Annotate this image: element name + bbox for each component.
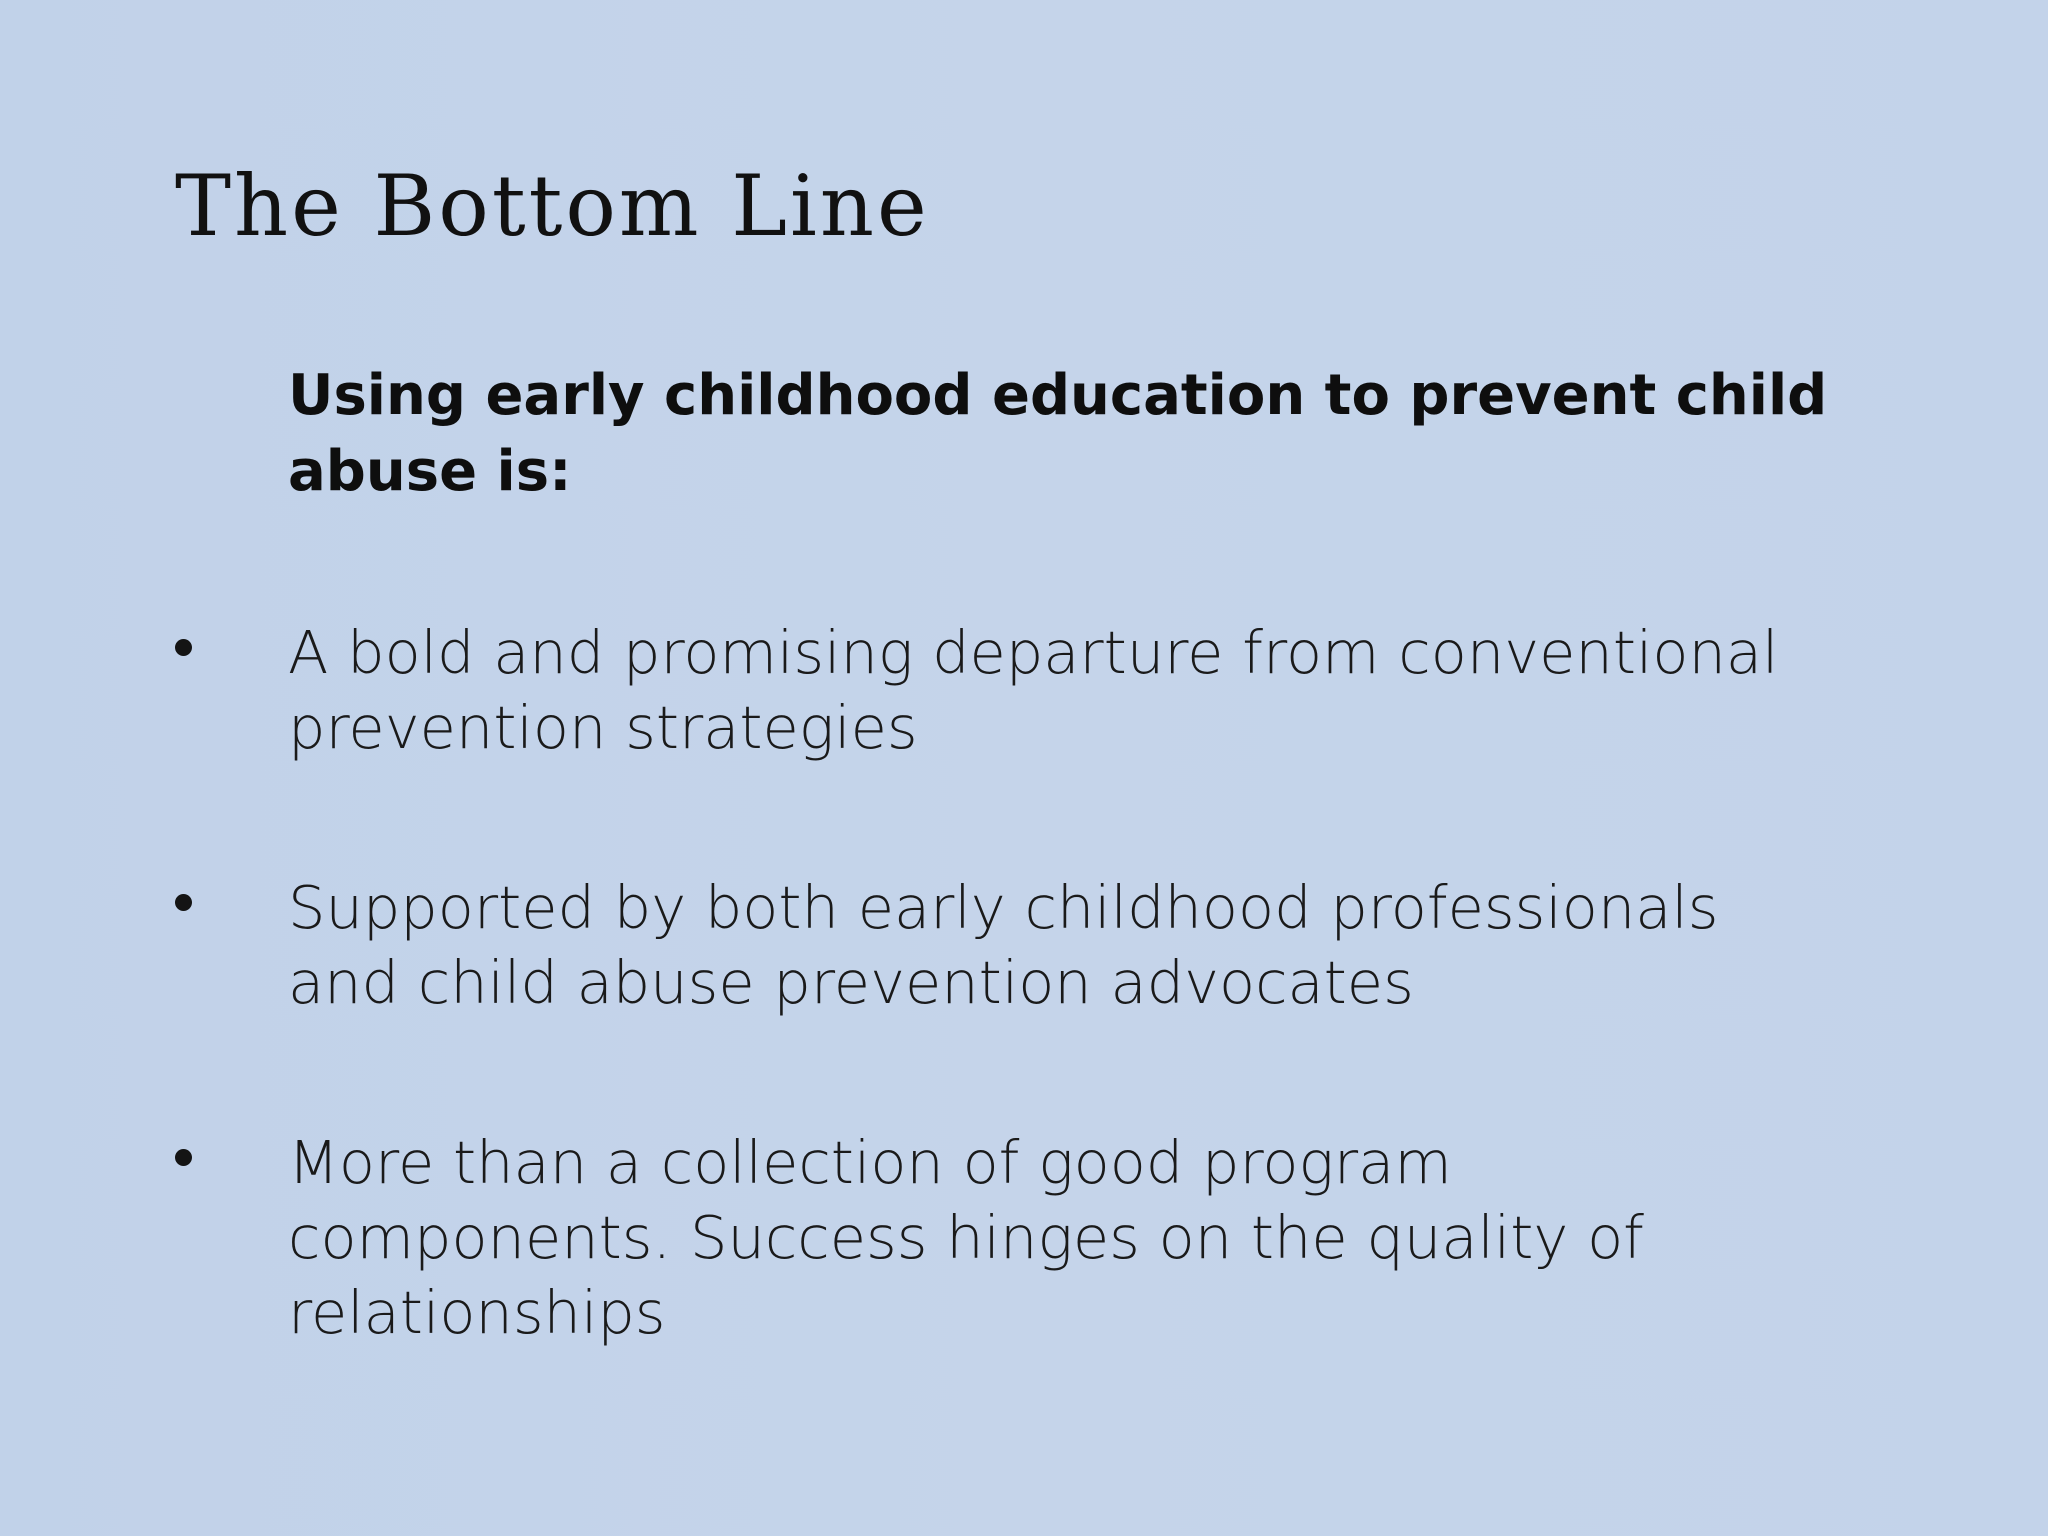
- bullet-text: More than a collection of good program components. Success hinges on the quality of relationships: [288, 1128, 1644, 1347]
- bullet-dot-icon: [175, 1149, 192, 1166]
- slide-title: The Bottom Line: [175, 157, 930, 255]
- lead-statement: Using early childhood education to prevent child abuse is:: [288, 363, 1828, 504]
- bullet-text: Supported by both early childhood professionals and child abuse prevention advocates: [288, 873, 1719, 1017]
- bullet-dot-icon: [175, 894, 192, 911]
- bullet-dot-icon: [175, 639, 192, 656]
- bullet-text: A bold and promising departure from conventional prevention strategies: [288, 618, 1779, 762]
